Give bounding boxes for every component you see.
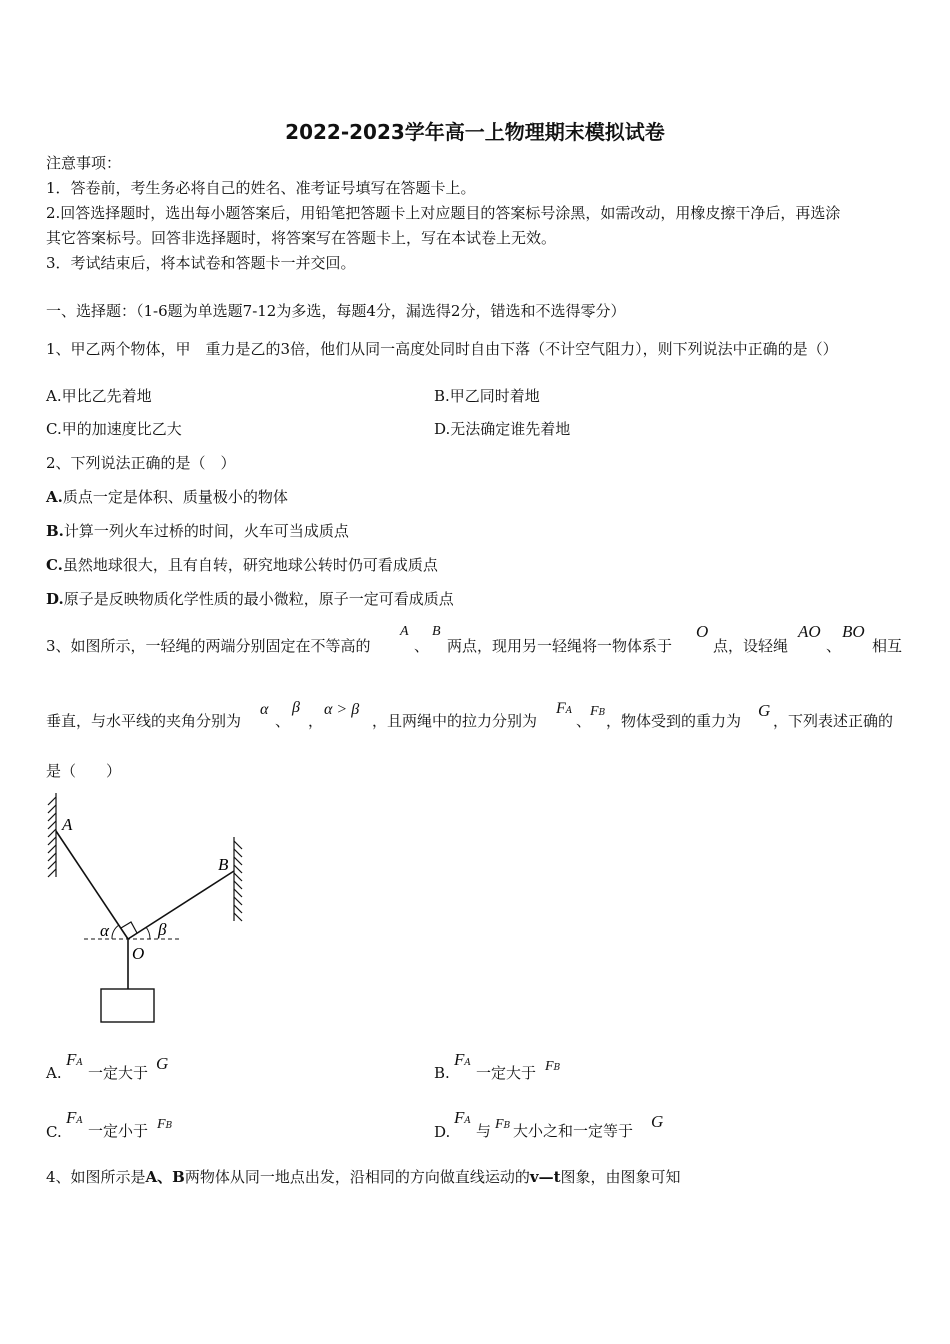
- question-3-text-6: ，且两绳中的拉力分别为: [372, 712, 538, 730]
- force-symbol: F: [157, 1117, 166, 1132]
- q3-option-a-letter: A.: [46, 1064, 62, 1082]
- subscript-a: A: [464, 1116, 471, 1126]
- q3-option-c-letter: C.: [46, 1123, 62, 1141]
- symbol-O: O: [696, 622, 709, 641]
- question-3-text-7: ，物体受到的重力为: [606, 712, 742, 730]
- option-text: 计算一列火车过桥的时间，火车可当成质点: [63, 522, 349, 540]
- force-symbol: F: [66, 1050, 77, 1069]
- notice-item: 2.回答选择题时，选出每小题答案后，用铅笔把答题卡上对应题目的答案标号涂黑，如需改动，用橡皮擦干净后，再选涂: [46, 204, 841, 222]
- force-symbol: F: [545, 1059, 554, 1074]
- symbol-G: G: [758, 701, 771, 720]
- q3-option-d-text-2: 大小之和一定等于: [513, 1122, 634, 1140]
- q2-option-d: [46, 588, 454, 609]
- q3-option-d-text-1: 与: [476, 1122, 492, 1140]
- force-symbol: F: [495, 1117, 504, 1132]
- page-title: 2022-2023学年高一上物理期末模拟试卷: [285, 120, 665, 144]
- force-symbol: F: [590, 704, 599, 719]
- question-3-text-1: 3、如图所示，一轻绳的两端分别固定在不等高的: [46, 637, 371, 655]
- option-text: 原子是反映物质化学性质的最小微粒，原子一定可看成质点: [63, 590, 454, 608]
- q3-option-c-text: 一定小于: [88, 1122, 149, 1140]
- subscript-a: A: [76, 1116, 83, 1126]
- symbol-FA: [454, 1108, 471, 1128]
- q4-objects: A、B: [145, 1168, 185, 1186]
- left-wall: [48, 793, 56, 877]
- question-3-text-3: 点，设轻绳: [713, 637, 789, 655]
- q4-text-1: 4、如图所示是: [46, 1168, 146, 1186]
- notice-item: 其它答案标号。回答非选择题时，将答案写在答题卡上，写在本试卷上无效。: [46, 229, 557, 247]
- hanging-block: [101, 989, 154, 1022]
- subscript-b: B: [598, 708, 606, 718]
- subscript-a: A: [76, 1058, 83, 1068]
- question-1-stem: 1、甲乙两个物体，甲 重力是乙的3倍，他们从同一高度处同时自由下落（不计空气阻力），则下列说法中正确的是（）: [46, 340, 838, 358]
- symbol-beta: β: [292, 699, 300, 716]
- option-letter: C.: [46, 556, 63, 574]
- notice-item: 3．考试结束后，将本试卷和答题卡一并交回。: [46, 254, 356, 272]
- subscript-b: B: [503, 1121, 511, 1131]
- subscript-b: B: [165, 1121, 173, 1131]
- label-o: O: [132, 944, 145, 963]
- symbol-AO: AO: [798, 622, 821, 641]
- symbol-G: G: [156, 1054, 169, 1073]
- separator: 、: [414, 637, 430, 655]
- rope-bo: [128, 871, 234, 939]
- separator: 、: [275, 712, 291, 730]
- notice-item: 1．答卷前，考生务必将自己的姓名、准考证号填写在答题卡上。: [46, 179, 476, 197]
- question-3-text-9: 是（ ）: [46, 762, 122, 780]
- option-letter: D.: [46, 590, 64, 608]
- symbol-FA: [454, 1050, 471, 1070]
- label-a: A: [62, 815, 73, 834]
- option-letter: B.: [46, 522, 64, 540]
- notice-heading: 注意事项：: [46, 154, 122, 172]
- question-2-stem: 2、下列说法正确的是（ ）: [46, 454, 236, 472]
- q3-option-d-letter: D.: [434, 1123, 451, 1141]
- q1-option-c: C.甲的加速度比乙大: [46, 420, 182, 438]
- symbol-FA: [66, 1050, 83, 1070]
- symbol-BO: BO: [842, 622, 865, 641]
- q1-option-b: B.甲乙同时着地: [434, 387, 540, 405]
- q4-text-2: 两物体从同一地点出发，沿相同的方向做直线运动的: [184, 1168, 530, 1186]
- q4-vt: v—t: [529, 1168, 561, 1186]
- section-heading: 一、选择题：（1-6题为单选题7-12为多选，每题4分，漏选得2分，错选和不选得零分）: [46, 302, 626, 320]
- force-symbol: F: [454, 1108, 465, 1127]
- rope-diagram: [40, 785, 260, 1030]
- label-beta: β: [158, 920, 167, 939]
- symbol-A: A: [400, 624, 409, 639]
- subscript-b: B: [553, 1063, 561, 1073]
- inequality: α > β: [324, 701, 360, 718]
- separator: 、: [576, 712, 592, 730]
- option-text: 质点一定是体积、质量极小的物体: [62, 488, 288, 506]
- comma: ，: [308, 712, 324, 730]
- alpha-arc: [112, 925, 119, 939]
- question-3-text-4: 相互: [872, 637, 903, 655]
- option-letter: A.: [46, 488, 63, 506]
- rope-ao: [56, 831, 128, 939]
- symbol-FB: [590, 701, 605, 720]
- q3-option-a-text: 一定大于: [88, 1064, 149, 1082]
- question-3-text-2: 两点，现用另一轻绳将一物体系于: [447, 637, 673, 655]
- q2-option-a: [46, 486, 288, 507]
- question-3-text-8: ，下列表述正确的: [773, 712, 894, 730]
- q3-option-b-letter: B.: [434, 1064, 450, 1082]
- option-text: 虽然地球很大，且有自转，研究地球公转时仍可看成质点: [62, 556, 438, 574]
- symbol-FB: [157, 1114, 172, 1133]
- question-4-stem: [46, 1166, 681, 1187]
- separator: 、: [826, 637, 842, 655]
- symbol-FA: [66, 1108, 83, 1128]
- q2-option-b: [46, 520, 349, 541]
- force-symbol: F: [556, 700, 566, 717]
- force-symbol: F: [66, 1108, 77, 1127]
- q1-option-d: D.无法确定谁先着地: [434, 420, 571, 438]
- symbol-FA: [556, 699, 572, 718]
- subscript-a: A: [464, 1058, 471, 1068]
- symbol-alpha: α: [260, 701, 269, 718]
- symbol-FB: [495, 1114, 510, 1133]
- subscript-a: A: [565, 706, 573, 716]
- label-b: B: [218, 855, 229, 874]
- q4-text-3: 图象，由图象可知: [560, 1168, 681, 1186]
- force-symbol: F: [454, 1050, 465, 1069]
- beta-arc: [146, 927, 150, 939]
- q1-option-a: A.甲比乙先着地: [46, 387, 152, 405]
- right-wall: [234, 837, 242, 921]
- label-alpha: α: [100, 921, 109, 940]
- symbol-FB: [545, 1056, 560, 1075]
- q3-option-b-text: 一定大于: [476, 1064, 537, 1082]
- symbol-B: B: [432, 624, 441, 639]
- question-3-text-5: 垂直，与水平线的夹角分别为: [46, 712, 242, 730]
- symbol-G: G: [651, 1112, 664, 1131]
- q2-option-c: [46, 554, 438, 575]
